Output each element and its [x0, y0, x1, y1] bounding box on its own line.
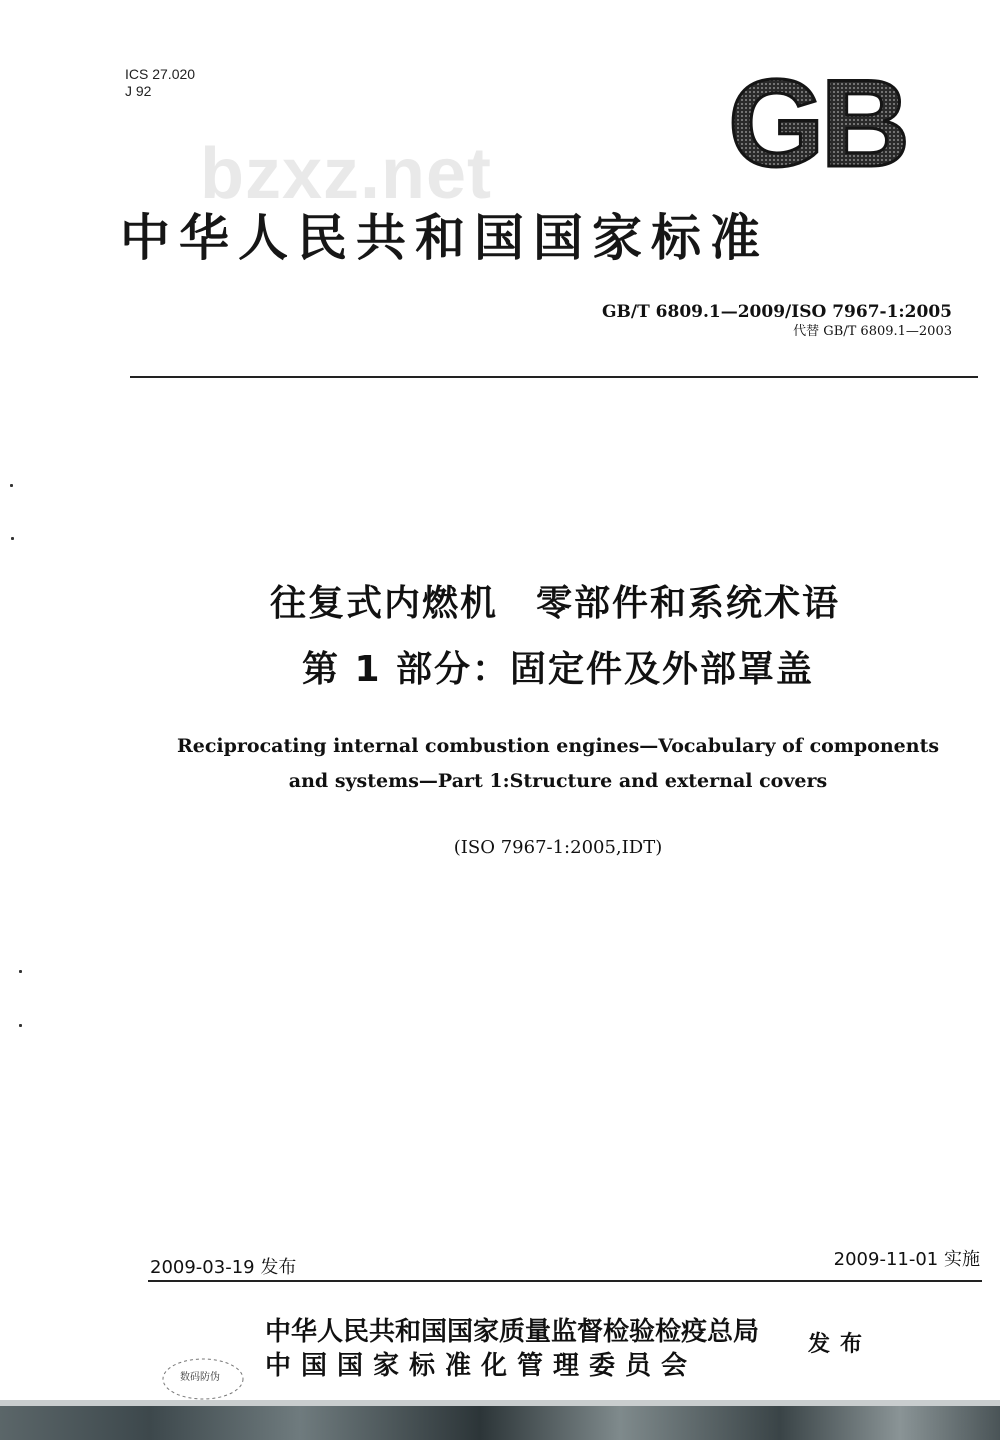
english-title-line-1: Reciprocating internal combustion engines—Vocabulary of components: [176, 735, 940, 757]
header-divider: [130, 376, 978, 378]
scan-background: [0, 1406, 1000, 1440]
ics-code: ICS 27.020: [125, 66, 196, 82]
iso-equivalence: (ISO 7967-1:2005,IDT): [453, 837, 663, 858]
publish-label: 发布: [808, 1332, 873, 1357]
scan-speck: [10, 484, 13, 487]
issuer-aqsiq: 中华人民共和国国家质量监督检验检疫总局: [265, 1317, 760, 1347]
seal-label: 数码防伪: [180, 1372, 220, 1383]
gb-logo-text: GB: [728, 70, 906, 178]
chinese-title-line-2: 第 1 部分：固定件及外部罩盖: [301, 649, 815, 690]
chinese-title-line-1: 往复式内燃机 零部件和系统术语: [269, 583, 840, 624]
implementation-date: 2009-11-01 实施: [833, 1249, 980, 1270]
watermark: bzxz.net: [200, 134, 493, 214]
scan-speck: [19, 1024, 22, 1027]
english-title-line-2: and systems—Part 1:Structure and external covers: [288, 770, 828, 792]
replaces-standard: 代替 GB/T 6809.1—2003: [793, 324, 952, 339]
issue-date: 2009-03-19 发布: [150, 1257, 297, 1278]
ccs-code: J 92: [125, 83, 152, 99]
gb-logo-icon: [712, 70, 922, 178]
issuer-sac: 中国国家标准化管理委员会: [265, 1351, 698, 1381]
scan-speck: [19, 970, 22, 973]
classification-codes: [125, 66, 195, 100]
national-standard-title: 中华人民共和国国家标准: [120, 209, 769, 267]
footer-divider: [148, 1280, 982, 1282]
scan-speck: [11, 537, 14, 540]
standard-number: GB/T 6809.1—2009/ISO 7967-1:2005: [602, 302, 952, 322]
